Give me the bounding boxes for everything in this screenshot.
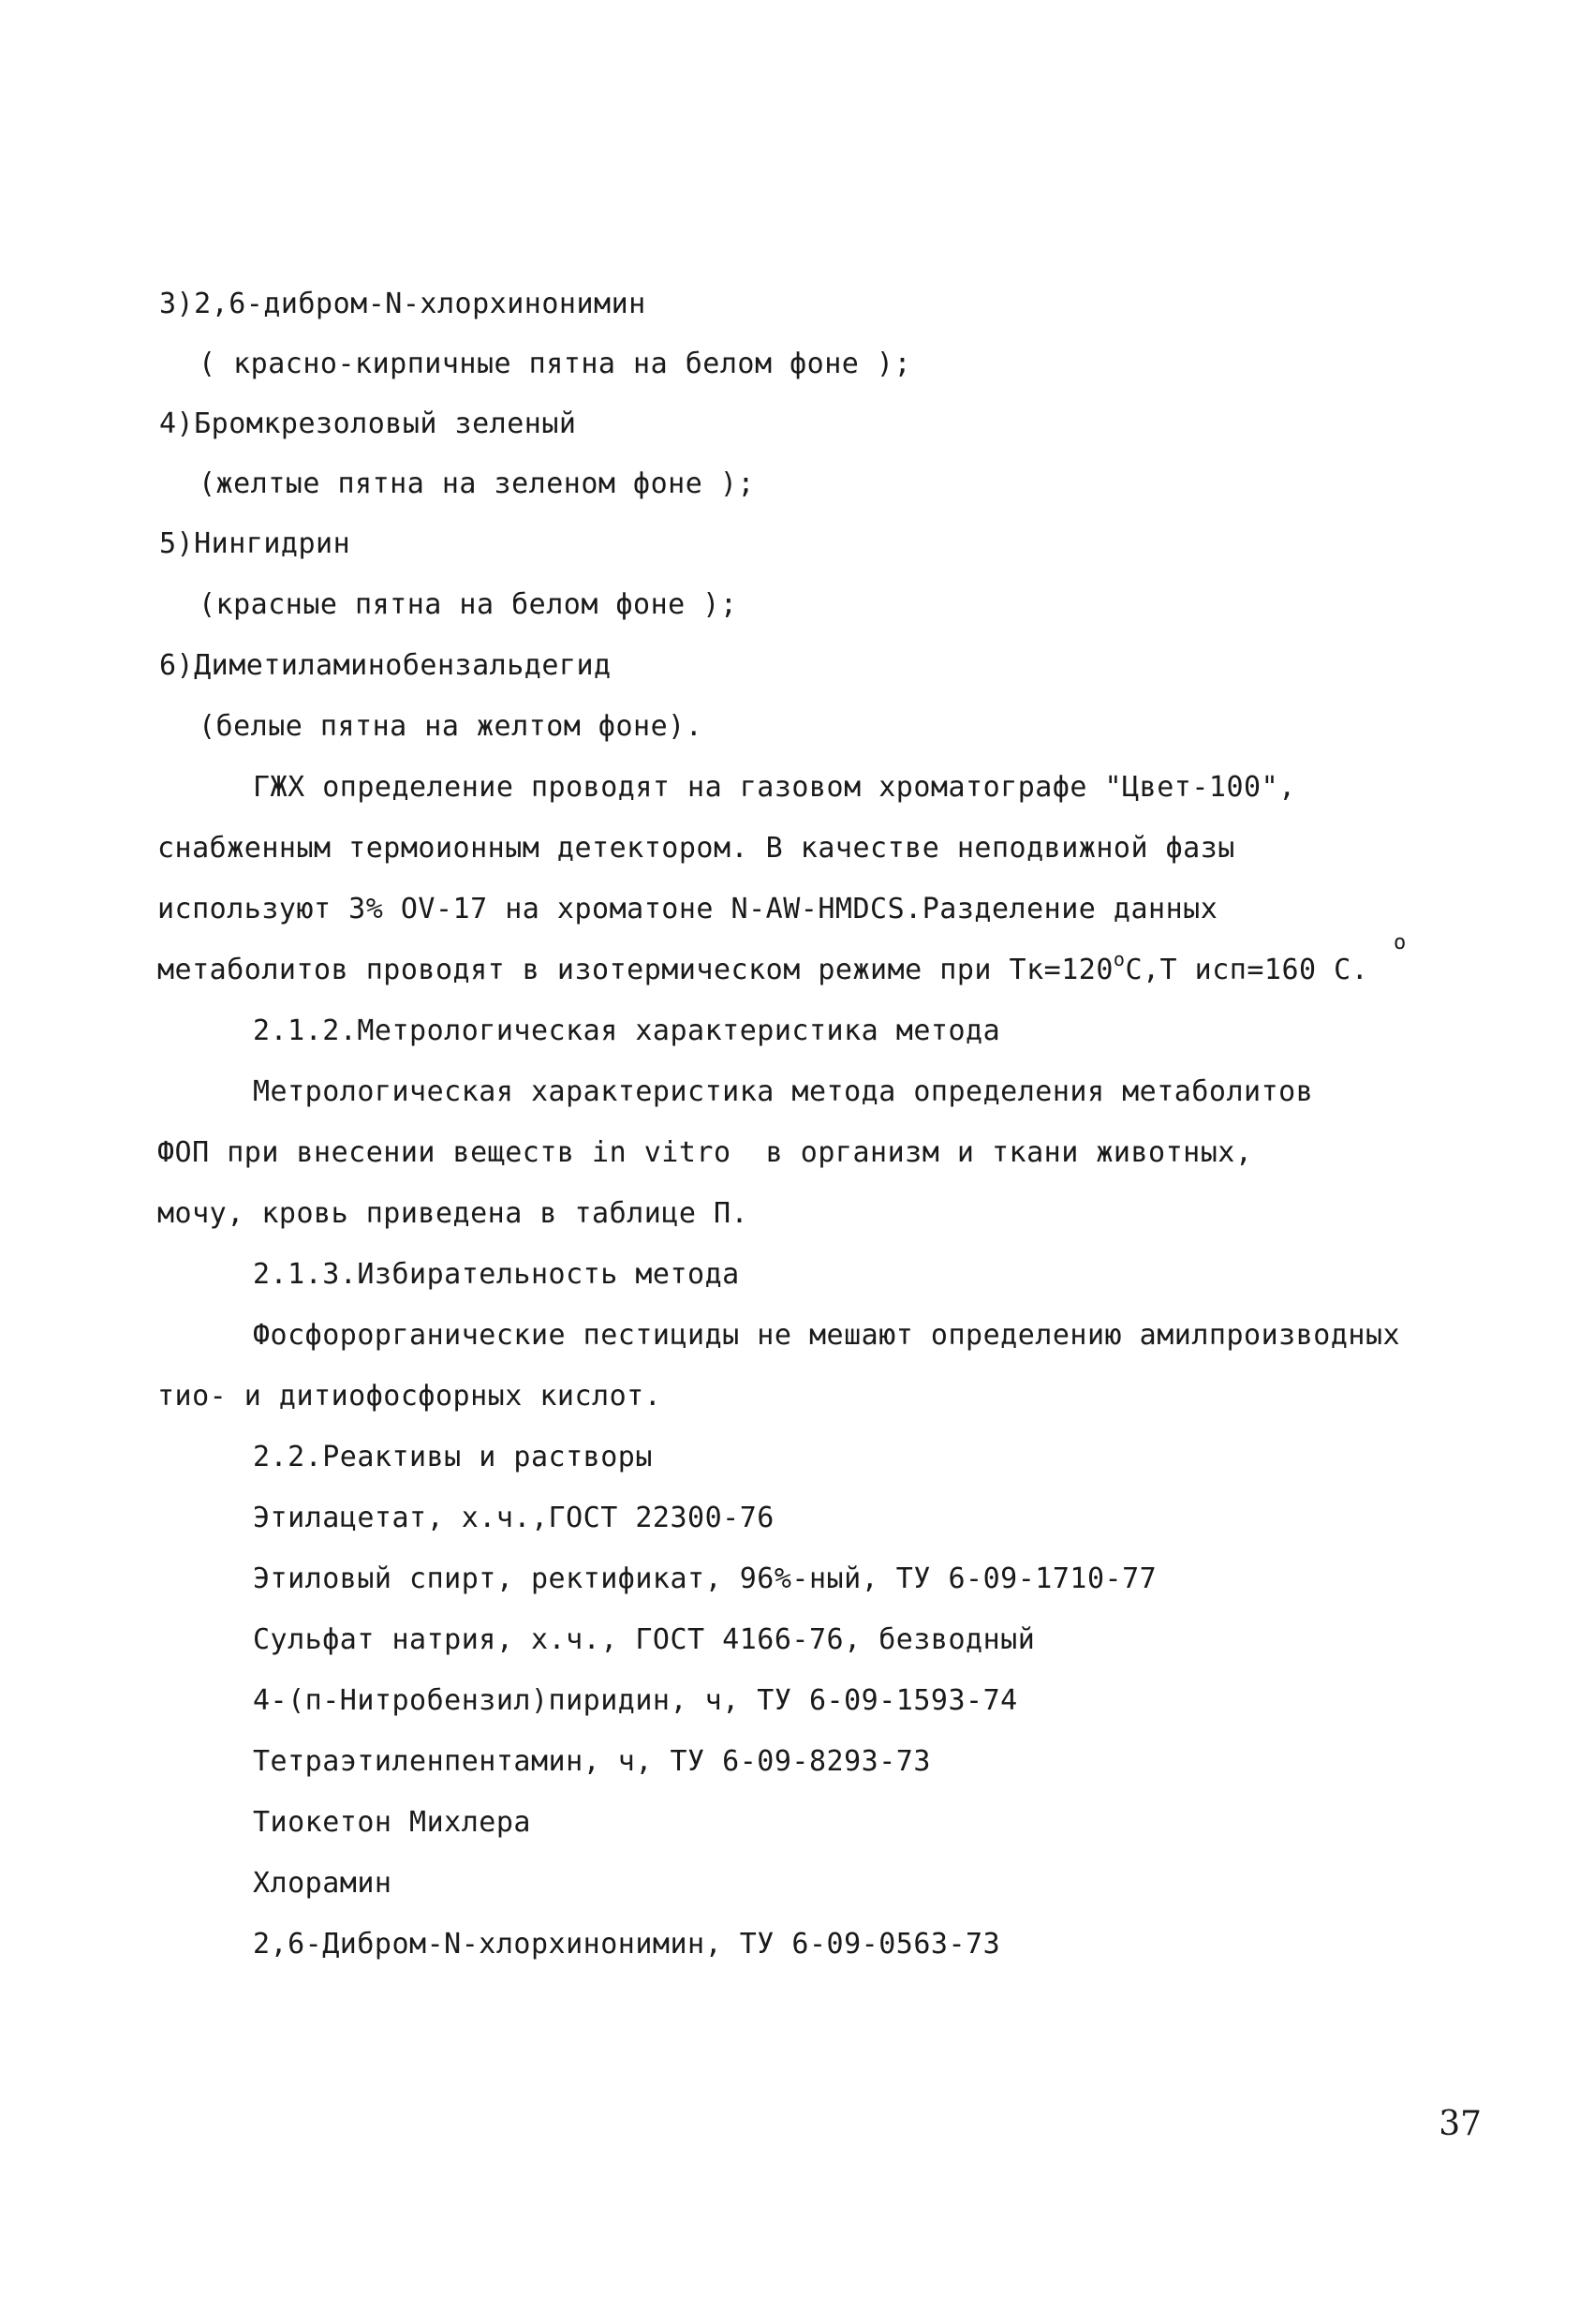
reagent-list-item: 4-(п-Нитробензил)пиридин, ч, ТУ 6-09-1593-74: [253, 1684, 1018, 1717]
section-2-1-2-line: мочу, кровь приведена в таблице П.: [157, 1197, 749, 1230]
gc-paragraph-line: [157, 948, 1369, 988]
gc-line4-part-a: метаболитов проводят в изотермическом режиме при Тк=120: [157, 954, 1114, 986]
reagent-note-6: (белые пятна на желтом фоне).: [199, 710, 703, 743]
section-heading-2-1-3: 2.1.3.Избирательность метода: [253, 1258, 740, 1291]
degree-superscript: o: [1113, 948, 1126, 970]
gc-line4-part-b: С,Т исп=160 С.: [1125, 954, 1369, 986]
section-2-1-3-line: тио- и дитиофосфорных кислот.: [157, 1380, 662, 1413]
section-2-1-2-line: ФОП при внесении веществ in vitro в организм и ткани животных,: [157, 1136, 1253, 1169]
reagent-item-5: 5)Нингидрин: [159, 527, 351, 560]
gc-paragraph-line: ГЖХ определение проводят на газовом хроматографе "Цвет-100",: [253, 771, 1296, 804]
reagent-list-item: Этиловый спирт, ректификат, 96%-ный, ТУ 6-09-1710-77: [253, 1562, 1158, 1595]
reagent-list-item: Этилацетат, х.ч.,ГОСТ 22300-76: [253, 1502, 775, 1534]
reagent-list-item: Тетраэтиленпентамин, ч, ТУ 6-09-8293-73: [253, 1745, 931, 1778]
reagent-item-6: 6)Диметиламинобензальдегид: [159, 649, 612, 682]
reagent-note-3: ( красно-кирпичные пятна на белом фоне );: [199, 348, 912, 380]
reagent-item-3: 3)2,6-дибром-N-хлорхинонимин: [159, 288, 646, 320]
section-2-1-3-line: Фосфорорганические пестициды не мешают определению амилпроизводных: [253, 1319, 1401, 1352]
reagent-list-item: Сульфат натрия, х.ч., ГОСТ 4166-76, безводный: [253, 1623, 1036, 1656]
degree-mark: o: [1394, 931, 1407, 955]
section-heading-2-1-2: 2.1.2.Метрологическая характеристика метода: [253, 1014, 1001, 1047]
reagent-note-5: (красные пятна на белом фоне );: [199, 588, 738, 621]
reagent-item-4: 4)Бромкрезоловый зеленый: [159, 407, 577, 440]
reagent-list-item: 2,6-Дибром-N-хлорхинонимин, ТУ 6-09-0563-73: [253, 1928, 1001, 1961]
page-number: 37: [1439, 2105, 1482, 2143]
section-2-1-2-line: Метрологическая характеристика метода определения метаболитов: [253, 1075, 1314, 1108]
gc-paragraph-line: снабженным термоионным детектором. В качестве неподвижной фазы: [157, 832, 1235, 865]
section-heading-2-2: 2.2.Реактивы и растворы: [253, 1441, 653, 1473]
reagent-note-4: (желтые пятна на зеленом фоне );: [199, 467, 755, 500]
reagent-list-item: Хлорамин: [253, 1867, 392, 1900]
gc-paragraph-line: используют 3% OV-17 на хроматоне N-AW-HMDCS.Разделение данных: [157, 893, 1218, 925]
reagent-list-item: Тиокетон Михлера: [253, 1806, 531, 1839]
